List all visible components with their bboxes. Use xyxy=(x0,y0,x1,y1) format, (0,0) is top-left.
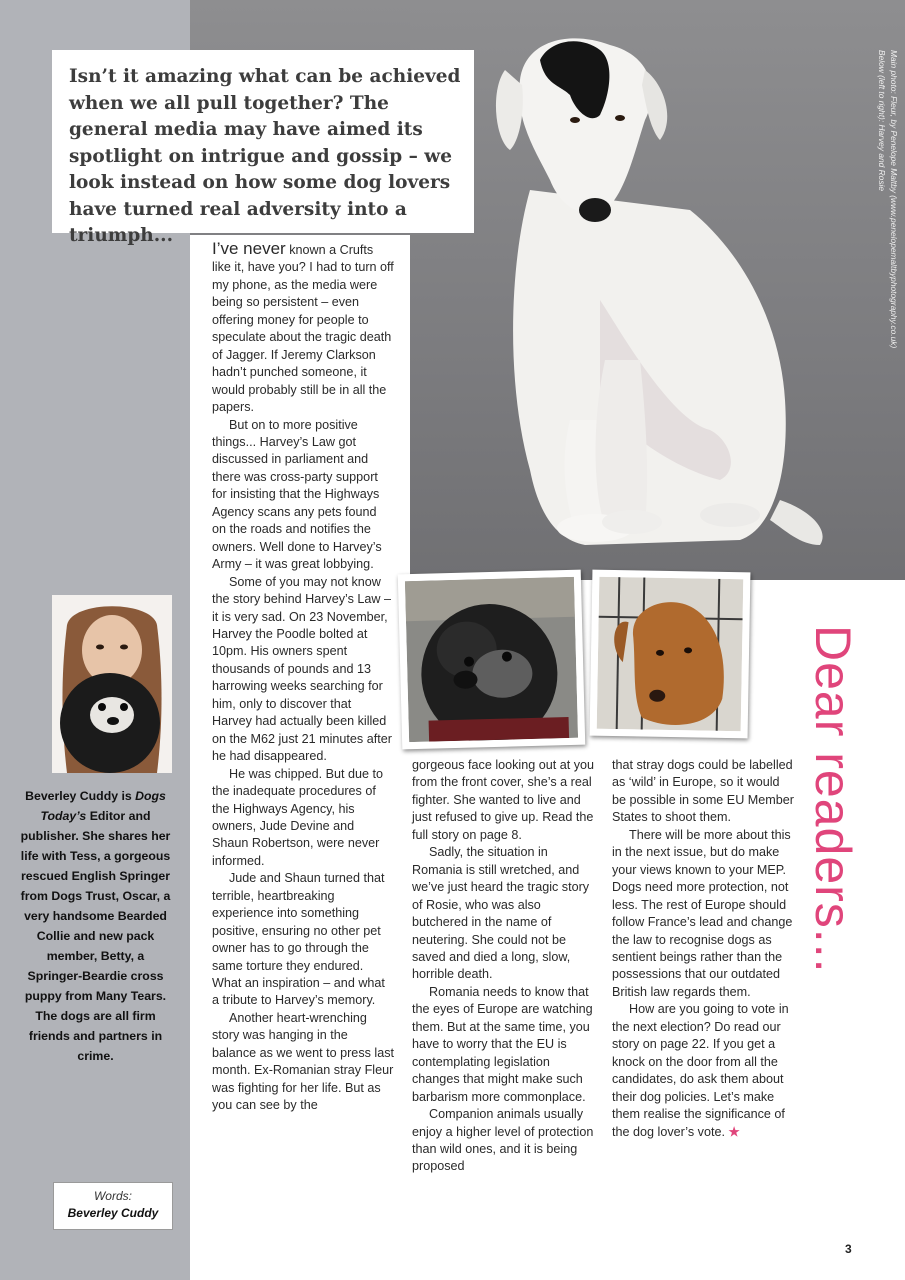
col3-para-3-text: How are you going to vote in the next election? Do read our story on page 22. If you get a knock on the door from all the candidates, do ask them about their dog policies. Let’s make them realise the significance of the dog lover’s vote. xyxy=(612,1002,789,1139)
bio-post: Editor and publisher. She shares her life with Tess, a gorgeous rescued English Springer from Dogs Trust, Oscar, a very handsome Bearded Collie and new pack member, Betty, a Springer-Beardie cross puppy from Many Tears. The dogs are all firm friends and partners in crime. xyxy=(20,809,171,1063)
fleur-dog-illustration xyxy=(410,0,905,580)
col1-para-3: Some of you may not know the story behind Harvey’s Law – it is very sad. On 23 November, Harvey the Poodle bolted at 10pm. His owners spent thousands of pounds and 13 harrowing weeks searching for him, only to discover that Harvey had actually been killed on the M62 just 21 minutes after he had disappeared. xyxy=(212,574,392,764)
harvey-poodle-illustration xyxy=(405,577,578,742)
photo-credit-line1: Main photo: Fleur, by Penelope Maltby (www.penelopemaltbyphotography.co.uk) xyxy=(889,50,899,349)
intro-text: Isn’t it amazing what can be achieved when we all pull together? The general media may have aimed its spotlight on intrigue and gossip – we look instead on how some dog lovers have turned real adversity into a triumph... xyxy=(69,66,461,246)
bio-pre: Beverley Cuddy is xyxy=(25,789,136,803)
intro-standfirst xyxy=(52,50,474,246)
col2-para-4: Companion animals usually enjoy a higher level of protection than wild ones, and it is being proposed xyxy=(412,1107,594,1174)
main-photo-fleur xyxy=(410,0,905,580)
page-heading: Dear readers... xyxy=(805,625,861,974)
article-column-3 xyxy=(612,757,797,1141)
photo-credit xyxy=(876,50,900,348)
photo-rosie xyxy=(590,570,751,739)
col1-para-2: But on to more positive things... Harvey’s Law got discussed in parliament and there was cross-party support for insisting that the Highways Agency scans any pets found on the roads and notifies the owners. Well done to Harvey’s Army – it was great lobbying. xyxy=(212,417,382,572)
author-with-dog-illustration xyxy=(52,595,172,773)
byline-label: Words: xyxy=(93,1189,132,1203)
col1-para-6: Another heart-wrenching story was hanging in the balance as we went to press last month. Ex-Romanian stray Fleur was fighting for her life. But as you can see by the xyxy=(212,1010,395,1113)
lead-in: I’ve never xyxy=(212,239,286,258)
photo-harvey xyxy=(398,570,586,750)
col1-para-1 xyxy=(212,240,394,417)
col1-para-5: Jude and Shaun turned that terrible, heartbreaking experience into something positive, ensuring no other pet owner has to go through the same torture they endured. What an inspiration – and what a tribute to Harvey’s memory. xyxy=(212,871,385,1008)
bio-magazine-name: Dogs Today’s xyxy=(40,789,166,823)
page-number: 3 xyxy=(845,1242,852,1256)
article-column-2 xyxy=(412,757,597,1176)
end-star-icon: ★ xyxy=(728,1124,740,1139)
byline-name: Beverley Cuddy xyxy=(67,1206,159,1220)
byline-box xyxy=(53,1182,173,1230)
article-column-1 xyxy=(212,240,394,1115)
col2-para-3: Romania needs to know that the eyes of Europe are watching them. But at the same time, you have to worry that the EU is contemplating legislation changes that might make such barbarism more commonplace. xyxy=(412,984,593,1104)
col2-para-2: Sadly, the situation in Romania is still wretched, and we’ve just heard the tragic story of Rosie, who was also butchered in the name of neutering. She could not be saved and died a long, slow, horrible death. xyxy=(412,845,590,982)
author-bio xyxy=(18,786,173,1066)
col3-para-2: There will be more about this in the next issue, but do make your views known to your MEP. Dogs need more protection, not less. The rest of Europe should follow France’s lead and change the law to recognise dogs as sentient beings rather than the possessions that our outdated British law regards them. xyxy=(612,827,793,999)
col2-para-1: gorgeous face looking out at you from the front cover, she’s a real fighter. She wanted to live and just refused to give up. Read the full story on page 8. xyxy=(412,758,595,842)
col1-para-4: He was chipped. But due to the inadequate procedures of the Highways Agency, his owners, Jude Devine and Shaun Robertson, were never informed. xyxy=(212,766,384,868)
col3-para-1: that stray dogs could be labelled as ‘wild’ in Europe, so it would be possible in some EU Member States to shoot them. xyxy=(612,758,794,825)
col1-para-1-text: known a Crufts like it, have you? I had to turn off my phone, as the media were being so persistent – even offering money for people to speculate about the tragic death of Jagger. If Jeremy Clarkson hadn’t punched someone, it would probably still be in all the papers. xyxy=(212,243,394,415)
photo-credit-line2: Below (left to right): Harvey and Rosie xyxy=(877,50,887,192)
author-photo xyxy=(52,595,172,773)
rosie-dog-illustration xyxy=(597,577,744,731)
col3-para-3 xyxy=(612,1001,797,1141)
